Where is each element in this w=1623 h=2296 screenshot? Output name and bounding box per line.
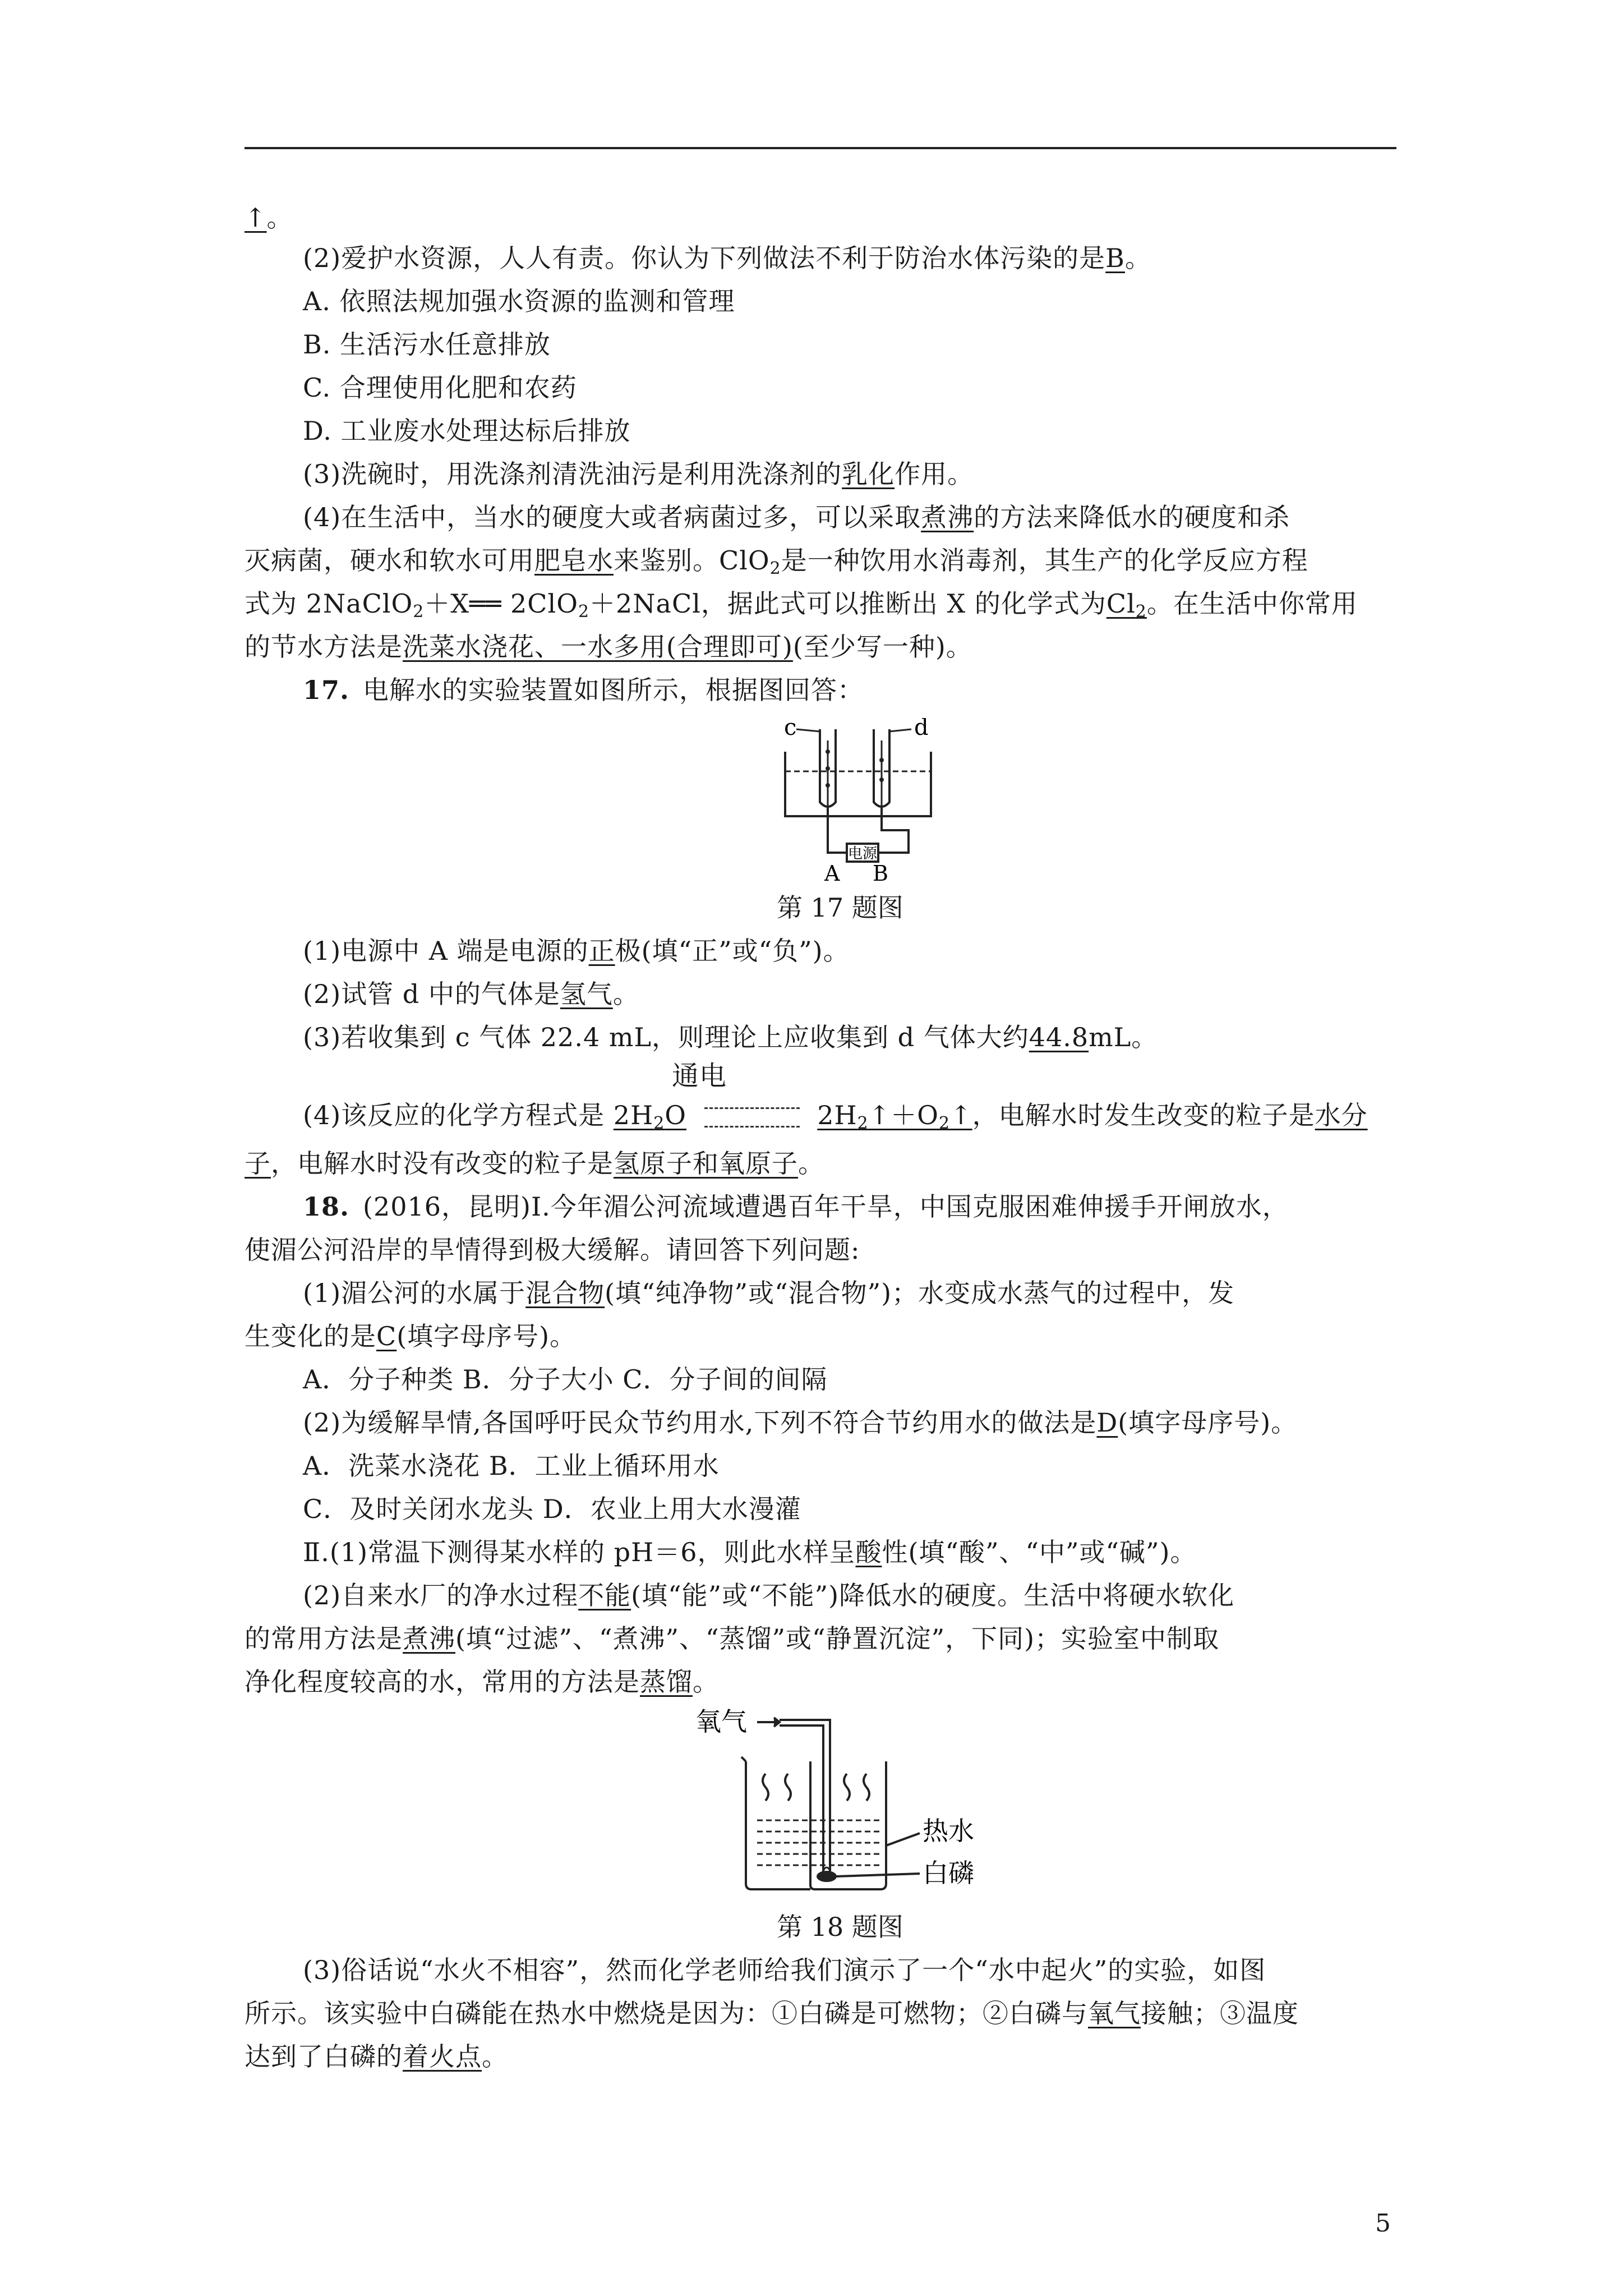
answer-blank: 正: [588, 936, 615, 966]
figure-18-caption: 第 18 题图: [777, 1912, 903, 1942]
question-text: 作用。: [895, 459, 974, 489]
punct: 。: [482, 2041, 508, 2072]
answer-blank: 氢气: [560, 979, 613, 1009]
phosphorus-diagram: [695, 1705, 1009, 1896]
question-text: 净化程度较高的水，常用的方法是: [245, 1667, 640, 1697]
question-text: 极(填“正”或“负”)。: [615, 936, 850, 966]
punct: 。: [693, 1667, 719, 1697]
answer-blank: [817, 1100, 972, 1133]
question-text: ，电解水时发生改变的粒子是: [972, 1100, 1315, 1130]
text-line: [303, 241, 1151, 275]
subscript: 2: [653, 1114, 665, 1133]
answer-blank: [613, 1100, 686, 1133]
label-A: A: [824, 861, 840, 884]
question-text: (2)为缓解旱情,各国呼吁民众节约用水,下列不符合节约用水的做法是: [303, 1407, 1097, 1438]
question-text: (填“过滤”、“煮沸”、“蒸馏”或“静置沉淀”，下同)；实验室中制取: [455, 1623, 1220, 1654]
question-text: (2016，昆明)Ⅰ.今年湄公河流域遭遇百年干旱，中国克服困难伸援手开闸放水，: [363, 1191, 1289, 1222]
question-text: (2)试管 d 中的气体是: [303, 979, 560, 1009]
question-text: (至少写一种)。: [792, 632, 972, 662]
answer-blank: ↑: [245, 203, 267, 233]
label-B: B: [873, 861, 888, 884]
question-text: 所示。该实验中白磷能在热水中燃烧是因为：①白磷是可燃物；②白磷与: [245, 1998, 1088, 2028]
question-text: 生变化的是: [245, 1321, 376, 1351]
punct: 。: [798, 1148, 824, 1179]
text-line: [245, 1665, 719, 1699]
subscript: 2: [939, 1114, 951, 1133]
answer-blank: 煮沸: [921, 502, 974, 532]
label-power: 电源: [848, 845, 878, 862]
answer-blank: 氢原子和氧原子: [614, 1148, 798, 1179]
question-text: 的方法来降低水的硬度和杀: [974, 502, 1290, 532]
answer-blank: 不能: [578, 1580, 631, 1611]
text-line: [303, 1535, 1197, 1569]
answer-blank: [1106, 588, 1147, 622]
text-line: [303, 1098, 1368, 1140]
text-line: [303, 457, 974, 491]
formula: ↑＋O: [868, 1100, 939, 1130]
text-line: [303, 934, 850, 968]
answer-blank: 氧气: [1088, 1998, 1141, 2028]
answer-blank: 乳化: [842, 459, 895, 489]
question-text: (2)自来水厂的净水过程: [303, 1580, 579, 1611]
text-line: [245, 1996, 1299, 2030]
option-b: B. 生活污水任意排放: [303, 329, 551, 360]
text-line: [303, 1579, 1234, 1612]
subscript: 2: [769, 559, 781, 578]
punct: 。: [266, 203, 293, 233]
subscript: 2: [413, 602, 425, 622]
question-text: (填“能”或“不能”)降低水的硬度。生活中将硬水软化: [631, 1580, 1235, 1611]
answer-blank: 洗菜水浇花、一水多用(合理即可): [403, 632, 793, 662]
text-line: [245, 630, 972, 664]
label-hot-water: 热水: [923, 1816, 974, 1846]
text-line: [303, 500, 1290, 534]
label-oxygen: 氧气: [695, 1706, 747, 1737]
question-text: (填字母序号)。: [396, 1321, 577, 1351]
answer-blank: 44.8: [1029, 1022, 1089, 1052]
option-c: C. 合理使用化肥和农药: [303, 372, 577, 403]
option-a: A. 依照法规加强水资源的监测和管理: [303, 286, 735, 316]
subscript: 2: [578, 602, 590, 622]
question-number: 17.: [303, 675, 350, 705]
question-17: [303, 673, 864, 707]
subscript: 2: [1135, 602, 1147, 622]
question-text: 的节水方法是: [245, 632, 403, 662]
text-line: [303, 1020, 1158, 1054]
text-line: 使湄公河沿岸的旱情得到极大缓解。请回答下列问题:: [245, 1235, 860, 1265]
text-line: [303, 977, 639, 1011]
answer-blank: C: [376, 1321, 397, 1351]
formula: 2H: [817, 1100, 857, 1130]
question-text: 。在生活中你常用: [1146, 588, 1358, 619]
question-text: (2)爱护水资源，人人有责。你认为下列做法不利于防治水体污染的是: [303, 243, 1106, 273]
question-text: ，电解水时没有改变的粒子是: [271, 1148, 614, 1179]
question-text: (4)在生活中，当水的硬度大或者病菌过多，可以采取: [303, 502, 921, 532]
question-text: 式为 2NaClO: [245, 588, 413, 619]
label-d: d: [914, 718, 929, 740]
options-line: C．及时关闭水龙头 D．农业上用大水漫灌: [303, 1494, 801, 1524]
answer-blank: 酸: [855, 1537, 882, 1567]
question-text: 的常用方法是: [245, 1623, 403, 1654]
text-line: [245, 2040, 508, 2073]
question-text: 电解水的实验装置如图所示，根据图回答：: [363, 675, 864, 705]
option-d: D. 工业废水处理达标后排放: [303, 416, 631, 446]
electrolysis-diagram: [774, 718, 942, 884]
formula: ↑: [950, 1100, 972, 1130]
text-line: [245, 544, 1308, 586]
question-text: 接触；③温度: [1141, 1998, 1299, 2028]
question-text: 达到了白磷的: [245, 2041, 403, 2072]
answer-blank: 肥皂水: [534, 545, 614, 576]
question-text: 灭病菌，硬水和软水可用: [245, 545, 534, 576]
question-text: mL。: [1089, 1022, 1158, 1052]
question-text: (3)若收集到 c 气体 22.4 mL，则理论上应收集到 d 气体大约: [303, 1022, 1029, 1052]
question-text: 来鉴别。ClO: [614, 545, 770, 576]
question-text: 性(填“酸”、“中”或“碱”)。: [882, 1537, 1197, 1567]
answer-formula: Cl: [1106, 588, 1136, 619]
label-white-phosphorus: 白磷: [923, 1858, 974, 1888]
question-text: ＋2NaCl，据此式可以推断出 X 的化学式为: [589, 588, 1106, 619]
text-line: [245, 1622, 1219, 1655]
options-line: A．洗菜水浇花 B．工业上循环用水: [303, 1451, 720, 1481]
question-text: ＋X══ 2ClO: [424, 588, 578, 619]
formula: O: [665, 1100, 686, 1130]
subscript: 2: [857, 1114, 869, 1133]
question-text: (3)洗碗时，用洗涤剂清洗油污是利用洗涤剂的: [303, 459, 842, 489]
answer-blank: 水分: [1315, 1100, 1368, 1130]
page-number: 5: [1375, 2209, 1391, 2238]
question-number: 18.: [303, 1191, 350, 1222]
question-text: 是一种饮用水消毒剂，其生产的化学反应方程: [781, 545, 1308, 576]
answer-blank: 煮沸: [403, 1623, 455, 1654]
header-rule: [245, 147, 1396, 149]
answer-blank: 混合物: [525, 1278, 605, 1308]
text-line: (3)俗话说“水火不相容”，然而化学老师给我们演示了一个“水中起火”的实验，如图: [303, 1955, 1266, 1985]
question-text: (填字母序号)。: [1118, 1407, 1298, 1438]
question-text: Ⅱ.(1)常温下测得某水样的 pH＝6，则此水样呈: [303, 1537, 856, 1567]
text-line: [303, 1406, 1297, 1439]
question-text: (1)湄公河的水属于: [303, 1278, 526, 1308]
question-text: 。: [612, 979, 639, 1009]
answer-blank: 着火点: [403, 2041, 482, 2072]
answer-blank: 子: [245, 1148, 271, 1179]
punct: 。: [1124, 243, 1151, 273]
answer-blank: B: [1105, 243, 1125, 273]
options-line: A．分子种类 B．分子大小 C．分子间的间隔: [303, 1364, 828, 1395]
text-line: [245, 1319, 576, 1353]
text-line: [245, 587, 1358, 629]
formula: 2H: [613, 1100, 654, 1130]
question-text: (1)电源中 A 端是电源的: [303, 936, 589, 966]
question-18: [303, 1190, 1289, 1223]
question-text: (填“纯净物”或“混合物”)；水变成水蒸气的过程中，发: [605, 1278, 1235, 1308]
figure-17-caption: 第 17 题图: [777, 892, 903, 923]
label-c: c: [784, 718, 797, 740]
answer-blank: D: [1096, 1407, 1118, 1438]
reaction-condition: 通电: [672, 1060, 727, 1092]
text-line: [245, 201, 293, 234]
text-line: [303, 1276, 1234, 1310]
answer-blank: 蒸馏: [640, 1667, 693, 1697]
text-line: [245, 1147, 824, 1180]
equals-sign: [704, 1107, 800, 1128]
question-text: (4)该反应的化学方程式是: [303, 1100, 605, 1130]
